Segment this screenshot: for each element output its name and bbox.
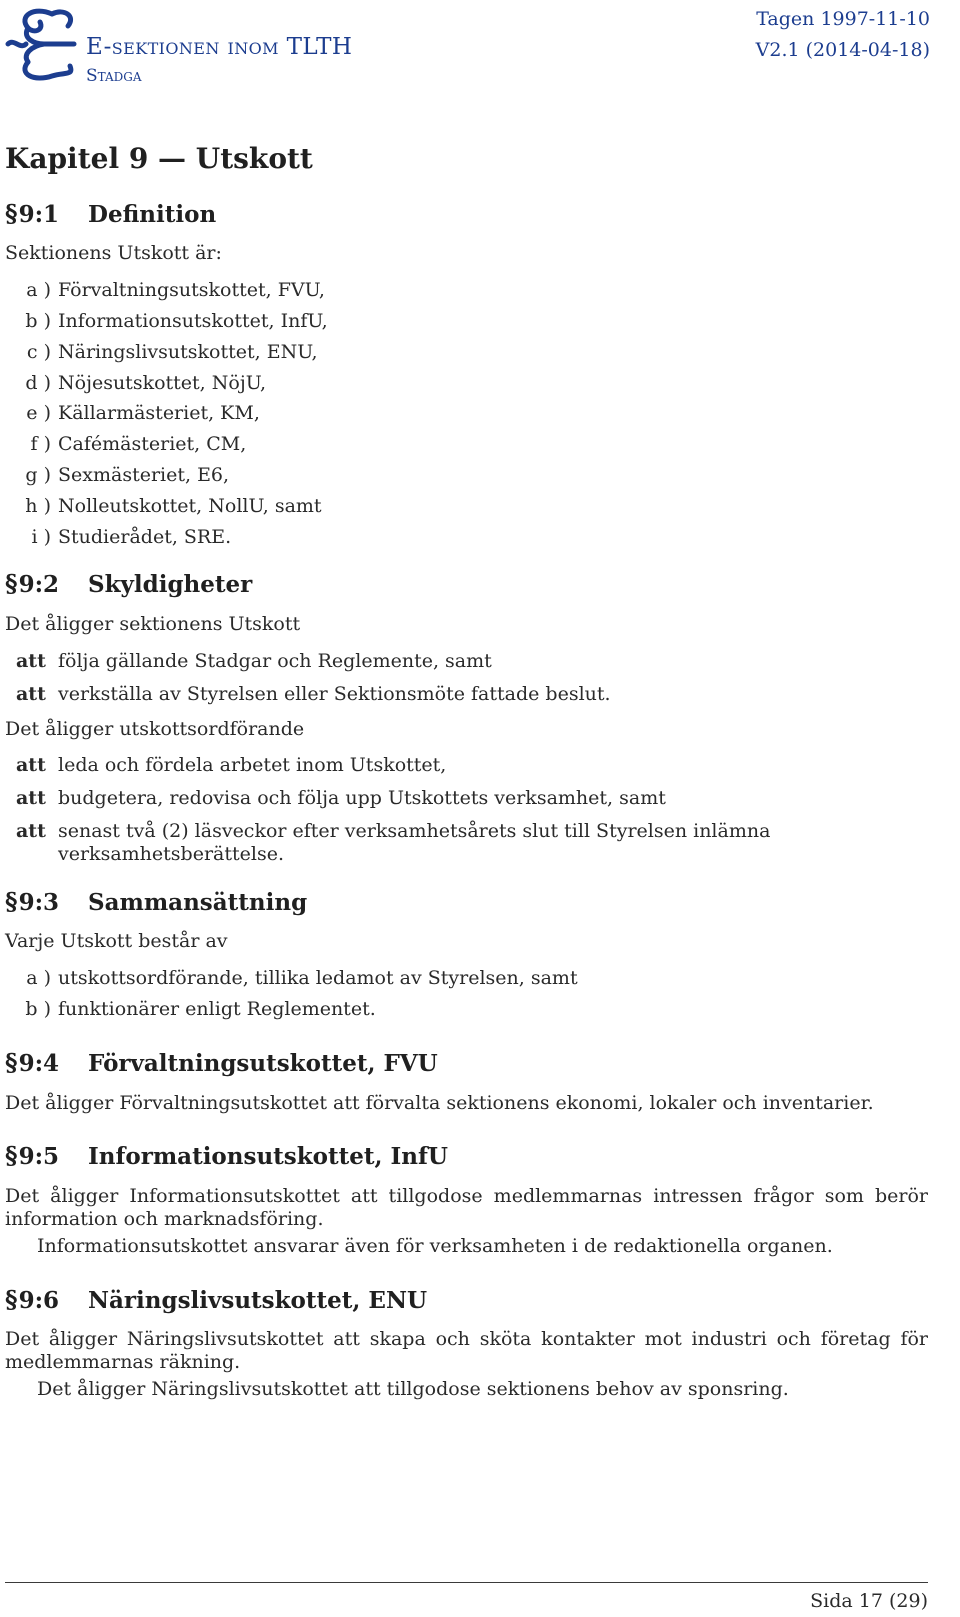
section-number: §9:2: [5, 569, 60, 599]
composition-list: [5, 967, 928, 1021]
section-title: Förvaltningsutskottet, FVU: [88, 1049, 438, 1077]
section-title: Skyldigheter: [88, 571, 253, 599]
document-body: [5, 142, 928, 1405]
section-title: Sammansättning: [88, 888, 308, 916]
section-sign-icon: §: [5, 569, 18, 599]
section-intro: Det åligger sektionens Utskott: [5, 613, 301, 636]
list-item: i ) Studierådet, SRE.: [31, 525, 232, 548]
list-item: b ) funktionärer enligt Reglementet.: [25, 997, 376, 1020]
header-meta: [756, 8, 930, 70]
list-item: e ) Källarmästeriet, KM,: [26, 402, 260, 425]
list-item: att verkställa av Styrelsen eller Sektionsmöte fattade beslut.: [16, 682, 611, 705]
e-sektionen-logo-icon: [4, 4, 80, 84]
section-title: Näringslivsutskottet, ENU: [88, 1286, 428, 1314]
section-heading: [5, 1049, 928, 1078]
section-sign-icon: §: [5, 1284, 18, 1314]
list-item: att senast två (2) läsveckor efter verksamhetsårets slut till Styrelsen inlämna verksamhetsberättelse.: [16, 819, 771, 865]
list-item: f ) Cafémästeriet, CM,: [30, 433, 247, 456]
section-number: §9:3: [5, 886, 60, 916]
section-number: §9:4: [5, 1047, 60, 1077]
section-heading: [5, 1142, 928, 1171]
section-heading: [5, 888, 928, 917]
duty-list: [5, 754, 928, 865]
list-item: g ) Sexmästeriet, E6,: [25, 463, 230, 486]
section-intro: Varje Utskott består av: [5, 930, 228, 953]
list-item: h ) Nolleutskottet, NollU, samt: [25, 494, 322, 517]
committee-list: [5, 279, 928, 548]
section-number: §9:5: [5, 1141, 60, 1171]
chapter-title: Kapitel 9 — Utskott: [5, 142, 313, 175]
section-title: Definition: [88, 200, 217, 228]
organization-name: E-sektionen inom TLTH: [86, 34, 353, 60]
section-number: §9:1: [5, 198, 60, 228]
section-intro: Sektionens Utskott är:: [5, 242, 222, 265]
duty-list: [5, 650, 928, 706]
list-item: att följa gällande Stadgar och Reglemente, samt: [16, 649, 492, 672]
section-sign-icon: §: [5, 886, 18, 916]
section-sign-icon: §: [5, 1141, 18, 1171]
list-item: att budgetera, redovisa och följa upp Utskottets verksamhet, samt: [16, 787, 666, 810]
paragraph: Det åligger Förvaltningsutskottet att förvalta sektionens ekonomi, lokaler och inventarier.: [5, 1091, 874, 1114]
version-label: V2.1 (2014-04-18): [755, 38, 930, 61]
list-item: a ) Förvaltningsutskottet, FVU,: [26, 279, 325, 302]
list-item: d ) Nöjesutskottet, NöjU,: [25, 371, 267, 394]
page-number: Sida 17 (29): [810, 1590, 928, 1612]
page-header: [0, 0, 960, 100]
list-item: att leda och fördela arbetet inom Utskottet,: [16, 754, 447, 777]
section-intro: Det åligger utskottsordförande: [5, 717, 305, 740]
document-name: Stadga: [86, 66, 142, 86]
section-heading: [5, 200, 928, 229]
section-title: Informationsutskottet, InfU: [88, 1143, 448, 1171]
paragraph: Det åligger Näringslivsutskottet att tillgodose sektionens behov av sponsring.: [37, 1377, 789, 1400]
section-heading: [5, 570, 928, 599]
paragraph: Det åligger Näringslivsutskottet att skapa och sköta kontakter mot industri och företag för medlemmarnas räkning.: [5, 1328, 928, 1374]
list-item: a ) utskottsordförande, tillika ledamot av Styrelsen, samt: [26, 967, 578, 990]
list-item: b ) Informationsutskottet, InfU,: [25, 309, 328, 332]
adoption-date: Tagen 1997-11-10: [756, 8, 930, 30]
section-heading: [5, 1286, 928, 1315]
section-sign-icon: §: [5, 1047, 18, 1077]
section-sign-icon: §: [5, 198, 18, 228]
footer-rule: [5, 1582, 928, 1583]
paragraph: Det åligger Informationsutskottet att tillgodose medlemmarnas intressen frågor som berör information och marknadsföring.: [5, 1185, 928, 1230]
list-item: c ) Näringslivsutskottet, ENU,: [26, 340, 318, 363]
paragraph: Informationsutskottet ansvarar även för verksamheten i de redaktionella organen.: [37, 1234, 833, 1257]
section-number: §9:6: [5, 1284, 60, 1314]
